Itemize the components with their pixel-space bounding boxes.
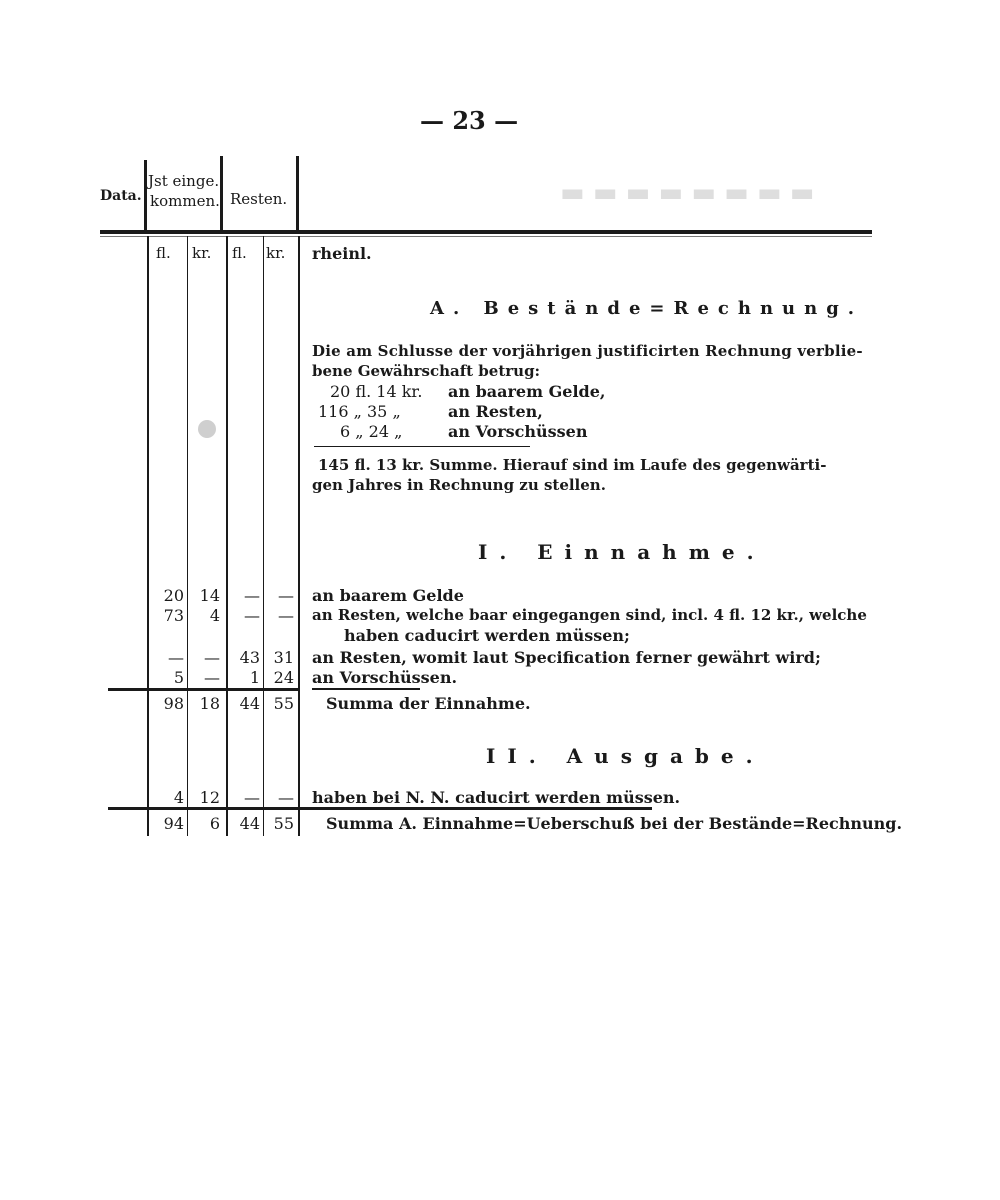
einnahme-fl: 5 <box>173 668 184 687</box>
section-ausgabe-heading: II. Ausgabe. <box>486 744 765 768</box>
einnahme-fl: 20 <box>163 586 184 605</box>
einnahme-row-text: an Resten, welche baar eingegangen sind, incl. 4 fl. 12 kr., welche <box>312 606 867 624</box>
header-ist-eingekommen-line1: Jst einge. <box>148 172 220 190</box>
einnahme-kr: 4 <box>209 606 220 625</box>
resten-final-kr: 55 <box>273 814 294 833</box>
header-data: Data. <box>100 188 142 204</box>
resten-kr: — <box>278 606 294 625</box>
einnahme-sum-kr: 18 <box>199 694 220 713</box>
einnahme-sum-fl: 98 <box>163 694 184 713</box>
final-sum-kr: 6 <box>209 814 220 833</box>
page-number: — 23 — <box>420 106 519 135</box>
ausgabe-fl: 4 <box>173 788 184 807</box>
header-rule-thin <box>100 236 872 237</box>
section-a-item-amount: 116 „ 35 „ <box>318 402 401 421</box>
header-resten: Resten. <box>230 190 288 208</box>
einnahme-fl: — <box>168 648 184 667</box>
column-line <box>147 236 149 836</box>
resten-fl: 1 <box>249 668 260 687</box>
header-divider <box>144 160 147 232</box>
section-a-item-amount: 20 fl. 14 kr. <box>330 382 423 401</box>
unit-fl-2: fl. <box>232 244 247 262</box>
einnahme-kr: — <box>204 668 220 687</box>
resten-sum-fl: 44 <box>239 694 260 713</box>
section-a-summe-line2: gen Jahres in Rechnung zu stellen. <box>312 476 606 494</box>
einnahme-fl: 73 <box>163 606 184 625</box>
unit-kr-2: kr. <box>266 244 286 262</box>
section-a-item-text: an Vorschüssen <box>448 422 588 441</box>
resten-fl: — <box>244 606 260 625</box>
header-divider <box>296 156 299 232</box>
ausgabe-kr: 12 <box>199 788 220 807</box>
section-a-line1: Die am Schlusse der vorjährigen justificirten Rechnung verblie- <box>312 342 863 360</box>
unit-fl-1: fl. <box>156 244 171 262</box>
column-line <box>263 236 264 836</box>
section-a-line2: bene Gewährschaft betrug: <box>312 362 541 380</box>
section-a-item-text: an baarem Gelde, <box>448 382 606 401</box>
einnahme-kr: — <box>204 648 220 667</box>
einnahme-sum-text: Summa der Einnahme. <box>326 694 531 713</box>
section-a-item-text: an Resten, <box>448 402 543 421</box>
bleed-through-text: ▬ ▬ ▬ ▬ ▬ ▬ ▬ ▬ <box>560 178 815 208</box>
header-rule <box>100 230 872 234</box>
final-sum-text: Summa A. Einnahme=Ueberschuß bei der Bestände=Rechnung. <box>326 814 903 833</box>
resten-kr: 31 <box>273 648 294 667</box>
resten-sum-kr: 55 <box>273 694 294 713</box>
resten-kr: — <box>278 788 294 807</box>
einnahme-row-text: an Resten, womit laut Specification ferner gewährt wird; <box>312 648 821 667</box>
column-line <box>226 236 228 836</box>
resten-fl: — <box>244 586 260 605</box>
final-sum-fl: 94 <box>163 814 184 833</box>
resten-fl: — <box>244 788 260 807</box>
einnahme-row-text: an Vorschüssen. <box>312 668 458 687</box>
header-divider <box>220 156 223 232</box>
section-a-heading: A. Bestände=Rechnung. <box>430 298 864 319</box>
stain-mark <box>198 420 216 438</box>
einnahme-row-text: haben caducirt werden müssen; <box>344 626 630 645</box>
unit-rheinl: rheinl. <box>312 244 372 263</box>
section-a-sum-rule <box>314 446 530 447</box>
resten-kr: — <box>278 586 294 605</box>
section-einnahme-heading: I. Einnahme. <box>478 540 766 564</box>
final-sum-rule <box>108 807 652 810</box>
resten-kr: 24 <box>273 668 294 687</box>
ausgabe-row-text: haben bei N. N. caducirt werden müssen. <box>312 788 681 807</box>
section-a-summe-line1: 145 fl. 13 kr. Summe. Hierauf sind im Laufe des gegenwärti- <box>318 456 827 474</box>
einnahme-row-text: an baarem Gelde <box>312 586 464 605</box>
header-ist-eingekommen-line2: kommen. <box>150 192 220 210</box>
column-line <box>298 236 300 836</box>
einnahme-text-rule <box>312 688 420 690</box>
einnahme-sum-rule <box>108 688 300 691</box>
resten-final-fl: 44 <box>239 814 260 833</box>
section-a-item-amount: 6 „ 24 „ <box>340 422 403 441</box>
column-line <box>187 236 188 836</box>
resten-fl: 43 <box>239 648 260 667</box>
unit-kr-1: kr. <box>192 244 212 262</box>
einnahme-kr: 14 <box>199 586 220 605</box>
